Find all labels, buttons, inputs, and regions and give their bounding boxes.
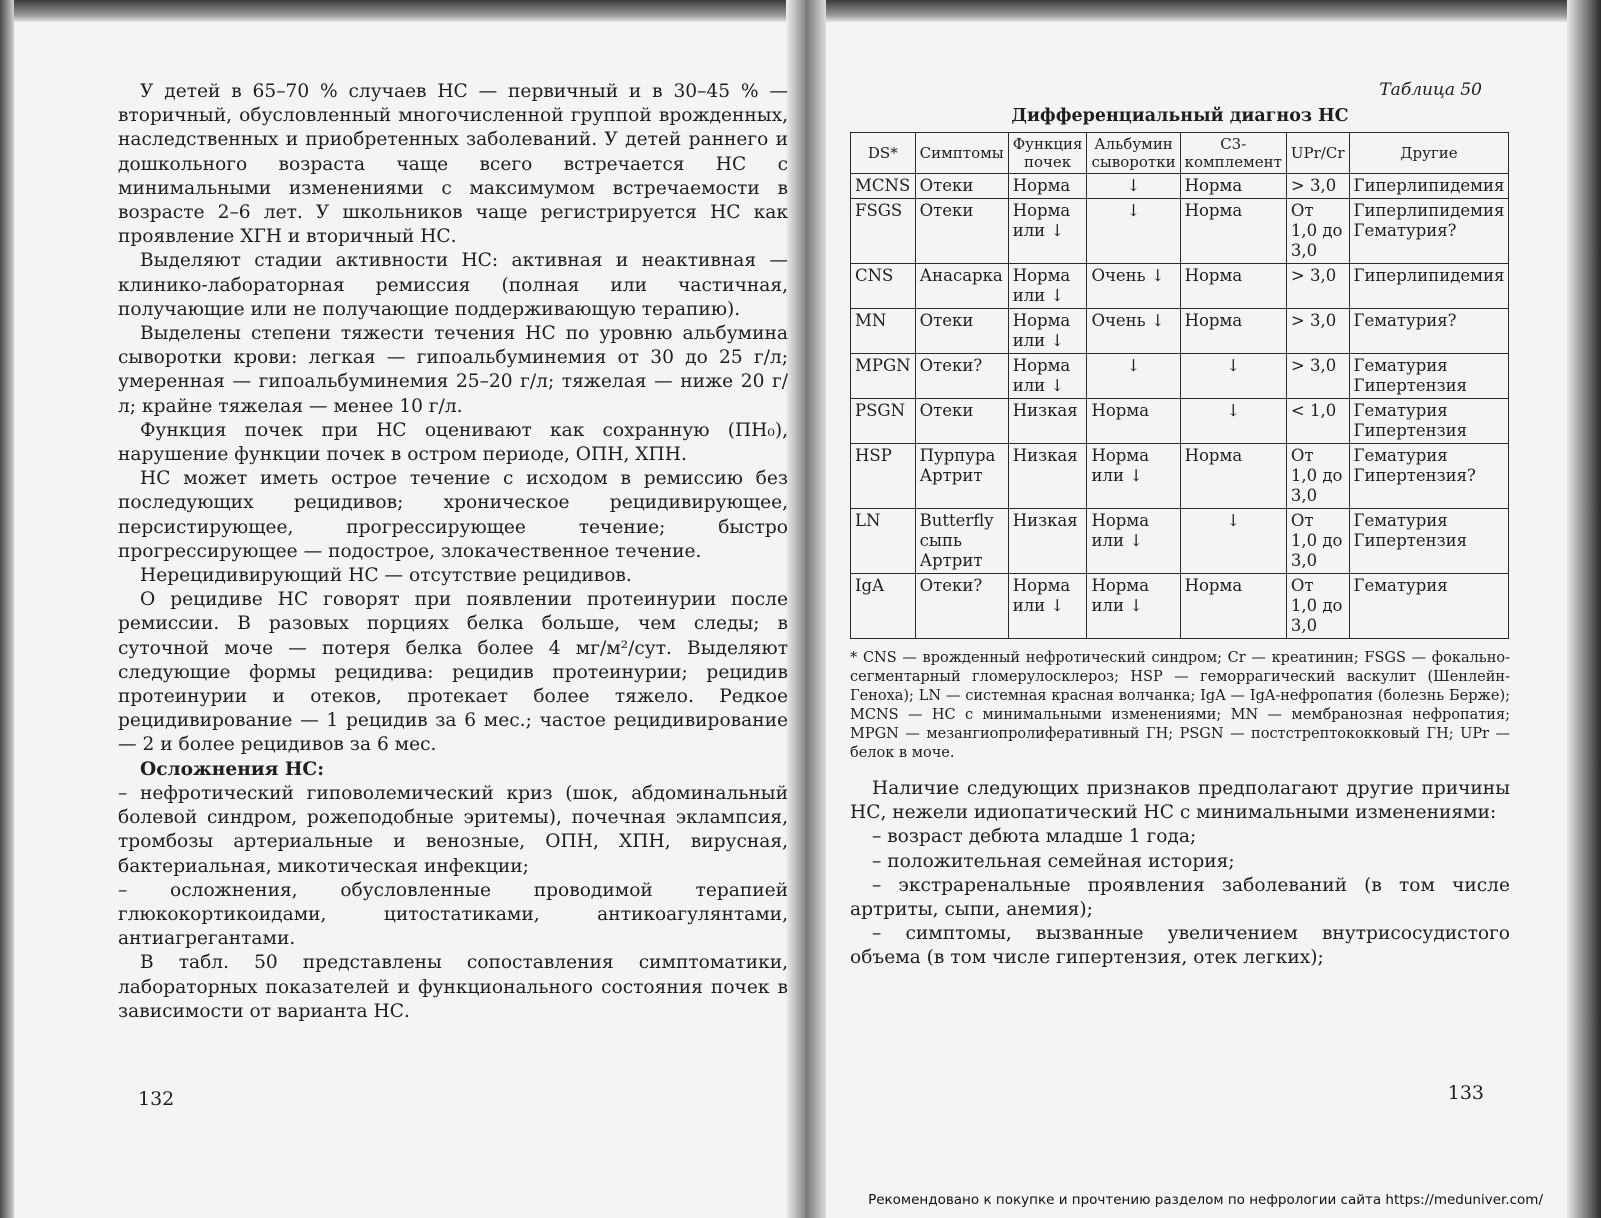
cell: От 1,0 до 3,0 — [1286, 199, 1349, 264]
cell: Гематурия? — [1349, 309, 1509, 354]
cell: Норма — [1180, 309, 1286, 354]
cell: Норма — [1180, 574, 1286, 639]
right-page — [850, 80, 1510, 1120]
cell: Гематурия Гипертензия? — [1349, 444, 1509, 509]
cell: > 3,0 — [1286, 264, 1349, 309]
cell: Норма — [1180, 444, 1286, 509]
cell: Норма или ↓ — [1008, 264, 1087, 309]
cell: Низкая — [1008, 444, 1087, 509]
complication-item: – осложнения, обусловленные проводимой терапией глюкокортикоидами, цитостатиками, антикоагулянтами, антиагрегантами. — [118, 879, 788, 950]
cell: > 3,0 — [1286, 174, 1349, 199]
source-watermark: Рекомендовано к покупке и прочтению разделом по нефрологии сайта https://meduniver.com/ — [868, 1192, 1543, 1208]
cell: Норма или ↓ — [1008, 574, 1087, 639]
cell: От 1,0 до 3,0 — [1286, 574, 1349, 639]
cell: Отеки? — [915, 574, 1008, 639]
cell: < 1,0 — [1286, 399, 1349, 444]
cell: Норма или ↓ — [1087, 444, 1180, 509]
header-cell: Функция почек — [1008, 133, 1087, 174]
cell: ↓ — [1087, 174, 1180, 199]
table-row — [851, 444, 1509, 509]
cell: Низкая — [1008, 399, 1087, 444]
cell: ↓ — [1087, 199, 1180, 264]
cell: Норма — [1180, 199, 1286, 264]
cell-ds: MCNS — [851, 174, 916, 199]
left-page-text — [118, 80, 788, 1024]
cell: Отеки — [915, 199, 1008, 264]
cell: Норма — [1008, 174, 1087, 199]
scan-left-edge — [0, 0, 14, 1218]
paragraph: О рецидиве НС говорят при появлении протеинурии после ремиссии. В разовых порциях белка больше, чем следы; в суточной моче — потеря белка более 4 мг/м²/сут. Выделяют следующие формы рецидива: рецидив протеинурии; рецидив протеинурии и отеков, протекает более тяжело. Редкое рецидивирование — 1 рецидив за 6 мес.; частое рецидивирование — 2 и более рецидивов за 6 мес. — [118, 589, 788, 756]
header-cell: Другие — [1349, 133, 1509, 174]
cell-ds: FSGS — [851, 199, 916, 264]
list-item: – положительная семейная история; — [872, 850, 1235, 872]
cell: Гиперлипидемия Гематурия? — [1349, 199, 1509, 264]
cell: Норма или ↓ — [1008, 354, 1087, 399]
cell: От 1,0 до 3,0 — [1286, 444, 1349, 509]
cell: Норма — [1180, 264, 1286, 309]
table-header-row — [851, 133, 1509, 174]
left-page — [118, 80, 788, 1140]
cell: Норма — [1180, 174, 1286, 199]
table-row — [851, 174, 1509, 199]
cell: Норма — [1087, 399, 1180, 444]
book-gutter — [786, 0, 826, 1218]
complication-item: – нефротический гиповолемический криз (шок, абдоминальный болевой синдром, рожеподобные эритемы), почечная эклампсия, тромбозы артериальные и венозные, ОПН, ХПН, вирусная, бактериальная, микотическая инфекции; — [118, 782, 788, 877]
table-row — [851, 399, 1509, 444]
paragraph: Наличие следующих признаков предполагают другие причины НС, нежели идиопатический НС с минимальными изменениями: — [850, 778, 1510, 824]
cell: Butterfly сыпь Артрит — [915, 509, 1008, 574]
cell: Норма или ↓ — [1087, 509, 1180, 574]
paragraph: Выделены степени тяжести течения НС по уровню альбумина сыворотки крови: легкая — гипоальбуминемия от 30 до 25 г/л; умеренная — гипоальбуминемия 25–20 г/л; тяжелая — ниже 20 г/л; крайне тяжелая — менее 10 г/л. — [118, 323, 788, 417]
cell: Гематурия — [1349, 574, 1509, 639]
cell: Отеки — [915, 174, 1008, 199]
cell: Гематурия Гипертензия — [1349, 354, 1509, 399]
table-title: Дифференциальный диагноз НС — [1011, 106, 1349, 126]
cell: Отеки? — [915, 354, 1008, 399]
table-row — [851, 354, 1509, 399]
right-page-text — [850, 777, 1510, 971]
table-row — [851, 309, 1509, 354]
cell: Отеки — [915, 399, 1008, 444]
page-number-right: 133 — [1447, 1082, 1484, 1104]
table-row — [851, 574, 1509, 639]
cell: > 3,0 — [1286, 309, 1349, 354]
cell: Очень ↓ — [1087, 309, 1180, 354]
cell: Пурпура Артрит — [915, 444, 1008, 509]
table-row — [851, 199, 1509, 264]
cell-ds: MN — [851, 309, 916, 354]
header-cell: UPr/Cr — [1286, 133, 1349, 174]
cell: ↓ — [1180, 399, 1286, 444]
cell-ds: PSGN — [851, 399, 916, 444]
cell-ds: HSP — [851, 444, 916, 509]
table-footnote: * CNS — врожденный нефротический синдром; Cr — креатинин; FSGS — фокально-сегментарный гломерулосклероз; HSP — геморрагический васкулит (Шенлейн-Геноха); LN — системная красная волчанка; IgA — IgA-нефропатия (болезнь Берже); MCNS — НС с минимальными изменениями; MN — мембранозная нефропатия; MPGN — мезангиопролиферативный ГН; PSGN — постстрептококковый ГН; UPr — белок в моче. — [850, 650, 1510, 761]
cell: > 3,0 — [1286, 354, 1349, 399]
list-item: – возраст дебюта младше 1 года; — [872, 826, 1197, 848]
cell-ds: IgA — [851, 574, 916, 639]
header-cell: Альбумин сыворотки — [1087, 133, 1180, 174]
cell: Гиперлипидемия — [1349, 264, 1509, 309]
header-cell: DS* — [851, 133, 916, 174]
paragraph: В табл. 50 представлены сопоставления симптоматики, лабораторных показателей и функционального состояния почек в зависимости от варианта НС. — [118, 952, 788, 1022]
cell: Анасарка — [915, 264, 1008, 309]
paragraph: У детей в 65–70 % случаев НС — первичный и в 30–45 % — вторичный, обусловленный многочисленной группой врожденных, наследственных и приобретенных заболеваний. У детей раннего и дошкольного возраста чаще всего встречается НС с минимальными изменениями с максимумом встречаемости в возрасте 2–6 лет. У школьников чаще регистрируется НС как проявление ХГН и вторичный НС. — [118, 81, 788, 248]
cell: ↓ — [1180, 354, 1286, 399]
cell: Отеки — [915, 309, 1008, 354]
cell: ↓ — [1087, 354, 1180, 399]
table-row — [851, 509, 1509, 574]
paragraph: Выделяют стадии активности НС: активная и неактивная — клинико-лабораторная ремиссия (полная или частичная, получающие или не получающие поддерживающую терапию). — [118, 250, 788, 320]
differential-diagnosis-table — [850, 132, 1509, 639]
complications-heading: Осложнения НС: — [140, 758, 325, 780]
header-cell: Симптомы — [915, 133, 1008, 174]
header-cell: С3-комплемент — [1180, 133, 1286, 174]
cell: Норма или ↓ — [1008, 199, 1087, 264]
table-label: Таблица 50 — [1379, 80, 1482, 100]
cell-ds: MPGN — [851, 354, 916, 399]
table-row — [851, 264, 1509, 309]
cell: Гиперлипидемия — [1349, 174, 1509, 199]
cell-ds: CNS — [851, 264, 916, 309]
cell: ↓ — [1180, 509, 1286, 574]
cell: От 1,0 до 3,0 — [1286, 509, 1349, 574]
cell: Гематурия Гипертензия — [1349, 509, 1509, 574]
cell-ds: LN — [851, 509, 916, 574]
cell: Низкая — [1008, 509, 1087, 574]
cell: Норма или ↓ — [1087, 574, 1180, 639]
cell: Норма или ↓ — [1008, 309, 1087, 354]
paragraph: Функция почек при НС оценивают как сохранную (ПН₀), нарушение функции почек в остром периоде, ОПН, ХПН. — [118, 419, 788, 466]
paragraph: Нерецидивирующий НС — отсутствие рецидивов. — [140, 565, 632, 587]
paragraph: НС может иметь острое течение с исходом в ремиссию без последующих рецидивов; хроническое рецидивирующее, персистирующее, прогрессирующее течение; быстро прогрессирующее — подострое, злокачественное течение. — [118, 468, 788, 562]
cell: Очень ↓ — [1087, 264, 1180, 309]
list-item: – симптомы, вызванные увеличением внутрисосудистого объема (в том числе гипертензия, отек легких); — [850, 923, 1510, 969]
page-number-left: 132 — [138, 1088, 175, 1110]
cell: Гематурия Гипертензия — [1349, 399, 1509, 444]
list-item: – экстраренальные проявления заболеваний (в том числе артриты, сыпи, анемия); — [850, 874, 1510, 921]
scan-right-edge — [1567, 0, 1601, 1218]
